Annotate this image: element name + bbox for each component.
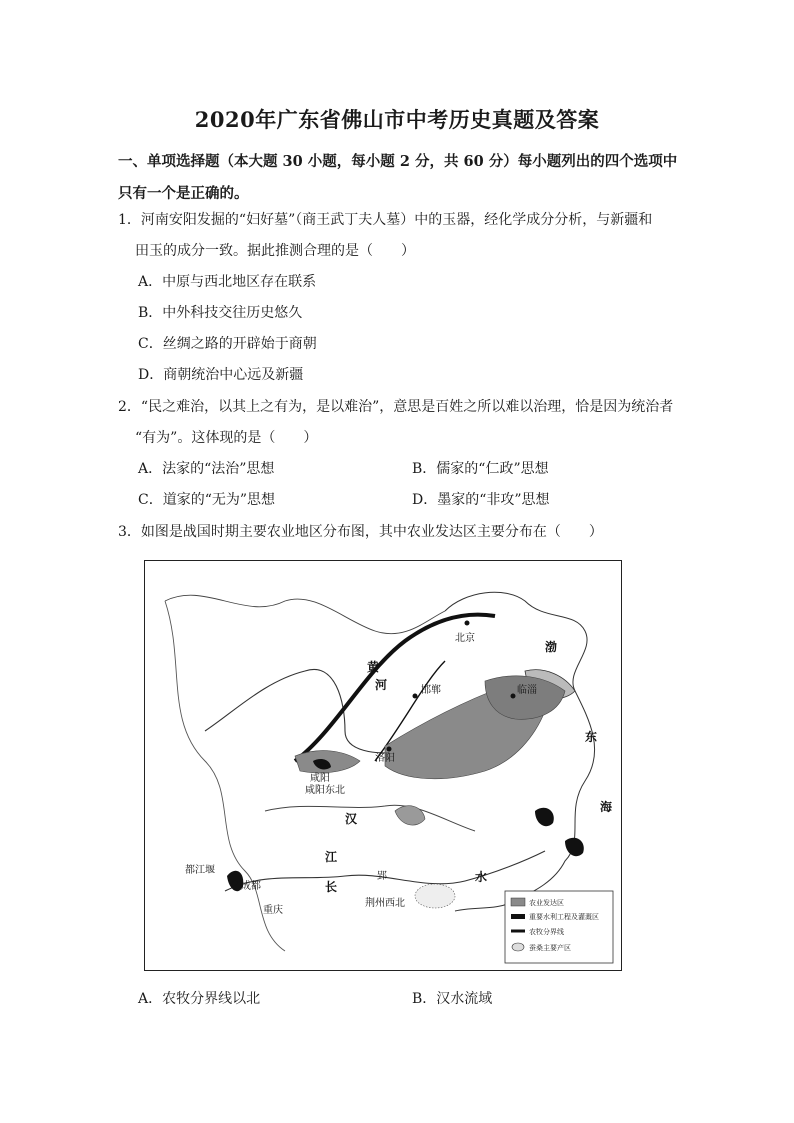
han-river <box>265 805 475 831</box>
label-dong: 东 <box>585 730 598 744</box>
question-1-line2: 田玉的成分一致。据此推测合理的是（ ） <box>135 243 415 259</box>
irrigation-east-1 <box>535 808 554 826</box>
label-luoyang: 洛阳 <box>375 753 395 764</box>
question-1-line1: 1．河南安阳发掘的“妇好墓”（商王武丁夫人墓）中的玉器，经化学成分分析，与新疆和 <box>118 212 653 228</box>
label-bohai: 渤 <box>545 640 558 654</box>
label-xianyang: 咸阳 <box>310 773 330 784</box>
label-jingzhou: 荆州西北 <box>365 898 405 909</box>
city-luoyang-marker <box>387 747 392 752</box>
q2-option-a: A．法家的“法治”思想 <box>138 461 275 477</box>
label-linzi: 临淄 <box>517 685 537 696</box>
q3-option-b: B．汉水流域 <box>412 991 493 1007</box>
map-legend <box>505 891 613 963</box>
q3-option-a: A．农牧分界线以北 <box>138 991 261 1007</box>
label-beijing: 北京 <box>455 633 475 644</box>
legend-item-boundary: 农牧分界线 <box>529 928 564 936</box>
page-title: 2020年广东省佛山市中考历史真题及答案 <box>194 107 600 132</box>
label-huang-river: 黄 <box>367 660 380 674</box>
legend-item-developed: 农业发达区 <box>529 899 564 907</box>
label-jiang: 江 <box>325 850 338 864</box>
irrigation-east-2 <box>565 838 584 856</box>
legend-swatch-silk <box>512 943 524 951</box>
west-border <box>165 601 285 951</box>
legend-swatch-developed <box>511 898 525 906</box>
q2-option-b: B．儒家的“仁政”思想 <box>412 461 549 477</box>
section-heading: 一、单项选择题（本大题 30 小题，每小题 2 分，共 60 分）每小题列出的四个选项中只有一个是正确的。 <box>118 153 678 202</box>
city-linzi-marker <box>511 694 516 699</box>
label-handan: 邯郸 <box>421 685 441 696</box>
label-chongqing: 重庆 <box>263 905 283 916</box>
q2-option-c: C．道家的“无为”思想 <box>138 492 276 508</box>
q2-option-d: D．墨家的“非攻”思想 <box>412 492 550 508</box>
label-chengdu: 成都 <box>241 881 261 892</box>
city-beijing-marker <box>465 621 470 626</box>
legend-item-silk: 蚕桑主要产区 <box>529 944 571 952</box>
developed-area-south <box>395 806 425 825</box>
label-ying: 郢 <box>377 871 387 882</box>
label-chang: 长 <box>325 880 338 894</box>
label-dujiangyan: 都江堰 <box>185 865 215 876</box>
q1-option-b: B．中外科技交往历史悠久 <box>138 305 303 321</box>
city-xianyang-marker <box>321 764 326 769</box>
question-2-line2: “有为”。这体现的是（ ） <box>135 430 318 446</box>
dotted-lake-area <box>415 884 455 908</box>
legend-swatch-irrigation <box>511 914 525 919</box>
label-hai: 海 <box>600 800 613 814</box>
q1-option-d: D．商朝统治中心远及新疆 <box>138 367 304 383</box>
city-handan-marker <box>413 694 418 699</box>
question-2-line1: 2．“民之难治，以其上之有为，是以难治”，意思是百姓之所以难以治理，恰是因为统治者 <box>118 399 674 415</box>
q1-option-c: C．丝绸之路的开辟始于商朝 <box>138 336 317 352</box>
city-chengdu-marker <box>233 881 238 886</box>
label-han-river: 汉 <box>345 812 358 826</box>
label-he-river: 河 <box>375 678 388 692</box>
q1-option-a: A．中原与西北地区存在联系 <box>138 274 317 290</box>
label-shui: 水 <box>475 870 488 884</box>
north-border <box>165 595 445 633</box>
label-xianyang-ne: 咸阳东北 <box>305 785 345 796</box>
legend-item-irrigation: 重要水利工程及灌溉区 <box>529 913 599 921</box>
question-3-line1: 3．如图是战国时期主要农业地区分布图，其中农业发达区主要分布在（ ） <box>118 524 603 540</box>
agriculture-map <box>144 560 622 971</box>
